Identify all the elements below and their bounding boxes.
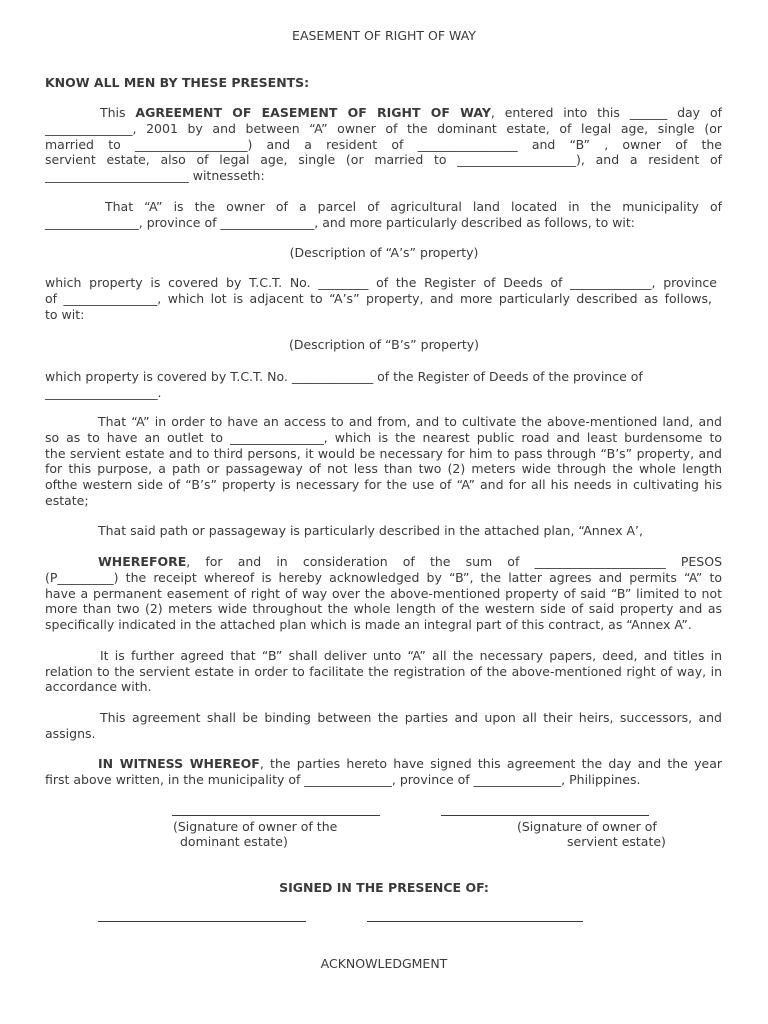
signed-in-presence-heading: SIGNED IN THE PRESENCE OF:: [279, 880, 489, 895]
agreement-line-3: married to __________________) and a resident of ________________ and “B” , owner of the: [45, 137, 722, 152]
ownership-line-1: That “A” is the owner of a parcel of agricultural land located in the municipality of: [105, 199, 722, 214]
agreement-text: , entered into this ______ day of: [490, 105, 722, 120]
description-b: (Description of “B’s” property): [288, 337, 480, 352]
description-a: (Description of “A’s” property): [289, 245, 479, 260]
tct-a-line-3: to wit:: [45, 307, 85, 322]
agreement-title-bold: AGREEMENT OF EASEMENT OF RIGHT OF WAY: [135, 105, 491, 120]
tct-a-line-2: of _______________, which lot is adjacent to “A’s” property, and more particularly described as follows,: [45, 291, 712, 306]
access-line-3: the servient estate and to third persons, it would be necessary for him to pass through “B’s” property, and: [45, 446, 722, 461]
wherefore-line-3: have a permanent easement of right of way over the above-mentioned property of said “B” limited to not: [45, 586, 722, 601]
access-line-4: for this purpose, a path or passageway of not less than two (2) meters wide through the whole length: [45, 461, 722, 476]
wherefore-line-2: (P_________) the receipt whereof is hereby acknowledged by “B”, the latter agrees and permits “A” to: [45, 570, 722, 585]
signature-caption-dominant-2: dominant estate): [180, 834, 288, 849]
delivery-line-3: accordance with.: [45, 679, 152, 694]
wherefore-bold: WHEREFORE: [98, 554, 187, 569]
witness-signature-line-1: [98, 921, 306, 922]
path-description-line: That said path or passageway is particularly described in the attached plan, “Annex A’,: [98, 523, 643, 538]
access-line-5: ofthe western side of “B’s” property is necessary for the use of “A” and for all his needs in cultivating his: [45, 477, 722, 492]
document-title: EASEMENT OF RIGHT OF WAY: [292, 28, 476, 43]
signature-caption-servient-1: (Signature of owner of: [517, 819, 657, 834]
access-line-1: That “A” in order to have an access to and from, and to cultivate the above-mentioned land, and: [98, 414, 722, 429]
wherefore-line-5: specifically indicated in the attached plan which is made an integral part of this contract, as “Annex A”.: [45, 617, 692, 632]
agreement-line-4: servient estate, also of legal age, single (or married to ___________________), and a resident of: [45, 152, 722, 167]
agreement-line-2: ______________, 2001 by and between “A” owner of the dominant estate, of legal age, single (or: [45, 121, 722, 136]
witness-line-2: first above written, in the municipality of ______________, province of ______________, Philippines.: [45, 772, 641, 787]
wherefore-text: , for and in consideration of the sum of _____________________ PESOS: [186, 554, 722, 569]
witness-bold: IN WITNESS WHEREOF: [98, 756, 260, 771]
acknowledgment-heading: ACKNOWLEDGMENT: [320, 956, 448, 971]
opening-heading: KNOW ALL MEN BY THESE PRESENTS:: [45, 75, 310, 90]
access-line-6: estate;: [45, 493, 89, 508]
wherefore-line-4: more than two (2) meters wide throughout the whole length of the western side of said property and as: [45, 601, 722, 616]
tct-b-line-2: __________________.: [45, 385, 162, 400]
agreement-line-1: [100, 105, 722, 120]
agreement-text: This: [100, 105, 136, 120]
signature-caption-dominant-1: (Signature of owner of the: [173, 819, 338, 834]
tct-b-line-1: which property is covered by T.C.T. No. _____________ of the Register of Deeds of the province of: [45, 369, 643, 384]
witness-text: , the parties hereto have signed this agreement the day and the year: [259, 756, 722, 771]
witness-signature-line-2: [367, 921, 583, 922]
access-line-2: so as to have an outlet to _______________, which is the nearest public road and least burdensome to: [45, 430, 722, 445]
binding-line-2: assigns.: [45, 726, 96, 741]
witness-line-1: [98, 756, 722, 771]
signature-caption-servient-2: servient estate): [567, 834, 666, 849]
delivery-line-1: It is further agreed that “B” shall deliver unto “A” all the necessary papers, deed, and titles in: [100, 648, 722, 663]
agreement-line-5: _______________________ witnesseth:: [45, 168, 265, 183]
wherefore-line-1: [98, 554, 722, 569]
tct-a-line-1: which property is covered by T.C.T. No. ________ of the Register of Deeds of _____________, province: [45, 275, 717, 290]
ownership-line-2: _______________, province of _______________, and more particularly described as follows, to wit:: [45, 215, 636, 230]
delivery-line-2: relation to the servient estate in order to facilitate the registration of the above-mentioned right of way, in: [45, 664, 722, 679]
binding-line-1: This agreement shall be binding between the parties and upon all their heirs, successors, and: [100, 710, 722, 725]
signature-line-servient: [441, 815, 649, 816]
signature-line-dominant: [172, 815, 380, 816]
